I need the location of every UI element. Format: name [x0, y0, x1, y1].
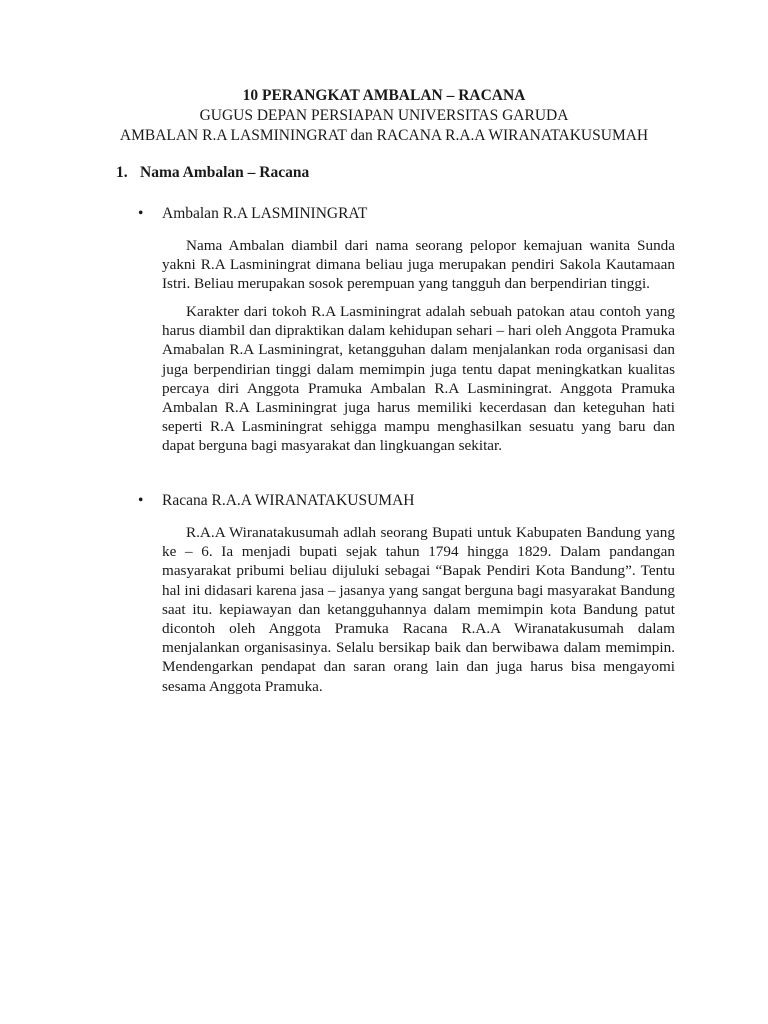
list-item-ambalan: [138, 205, 367, 223]
document-subtitle-organization: GUGUS DEPAN PERSIAPAN UNIVERSITAS GARUDA: [199, 107, 569, 124]
list-item-racana: [138, 492, 414, 510]
list-item-label: Racana R.A.A WIRANATAKUSUMAH: [162, 492, 415, 509]
document-title: 10 PERANGKAT AMBALAN – RACANA: [242, 87, 526, 104]
paragraph-ambalan-character: Karakter dari tokoh R.A Lasminingrat adalah sebuah patokan atau contoh yang harus diambil dan dipraktikan dalam kehidupan sehari – hari oleh Anggota Pramuka Amabalan R.A Lasminingrat, ketangguhan dalam menjalankan roda organisasi dan juga berpendirian tinggi dalam memimpin juga tentu dapat meningkatkan kualitas percaya diri Anggota Pramuka Ambalan R.A Lasminingrat. Anggota Pramuka Ambalan R.A Lasminingrat juga harus memiliki kecerdasan dan keteguhan hati seperti R.A Lasminingrat sehigga mampu menghasilkan sesuatu yang baru dan dapat berguna bagi masyarakat dan lingkuangan sekitar.: [162, 303, 675, 455]
paragraph-racana-history: R.A.A Wiranatakusumah adlah seorang Bupati untuk Kabupaten Bandung yang ke – 6. Ia menjadi bupati sejak tahun 1794 hingga 1829. Dalam pandangan masyarakat pribumi beliau dijuluki sebagai “Bapak Pendiri Kota Bandung”. Tentu hal ini didasari karena jasa – jasanya yang sangat berguna bagi masyarakat Bandung saat itu. kepiawayan dan ketangguhannya dalam memimpin kota Bandung patut dicontoh oleh Anggota Pramuka Racana R.A.A Wiranatakusumah dalam menjalankan organisasinya. Selalu bersikap baik dan berwibawa dalam memimpin. Mendengarkan pendapat dan saran orang lain dan juga harus bisa mengayomi sesama Anggota Pramuka.: [162, 524, 675, 695]
section-heading-text: Nama Ambalan – Racana: [140, 164, 310, 181]
section-heading: [116, 164, 309, 182]
bullet-icon: •: [138, 492, 144, 509]
document-subtitle-names: AMBALAN R.A LASMININGRAT dan RACANA R.A.A WIRANATAKUSUMAH: [119, 127, 649, 144]
section-number: 1.: [116, 164, 128, 181]
title-block: [0, 86, 768, 146]
list-item-label: Ambalan R.A LASMININGRAT: [162, 205, 368, 222]
bullet-icon: •: [138, 205, 144, 222]
paragraph-ambalan-origin: Nama Ambalan diambil dari nama seorang pelopor kemajuan wanita Sunda yakni R.A Lasminingrat dimana beliau juga merupakan pendiri Sakola Kautamaan Istri. Beliau merupakan sosok perempuan yang tangguh dan berpendirian tinggi.: [162, 237, 675, 293]
